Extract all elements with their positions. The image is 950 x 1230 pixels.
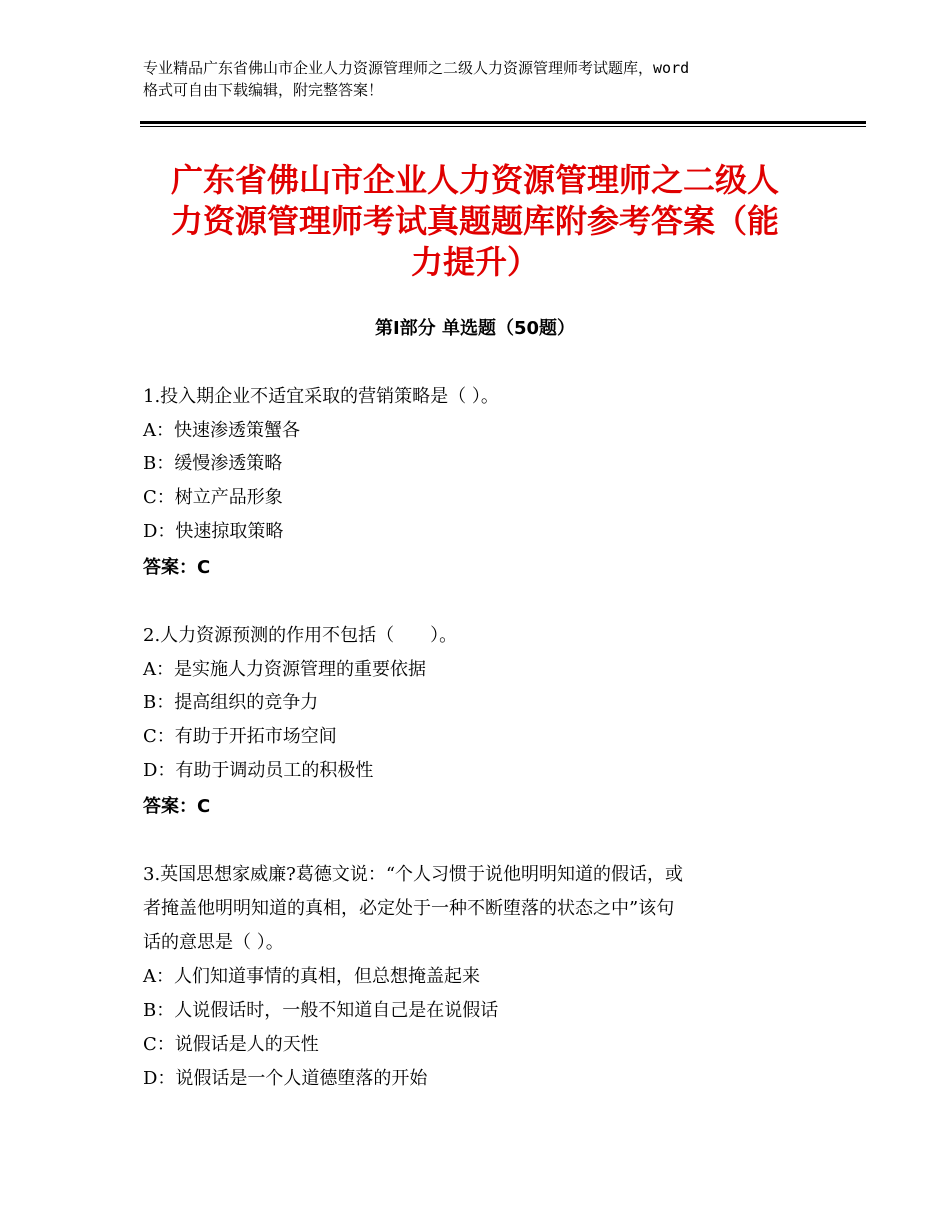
header-divider-thick [140, 121, 866, 124]
question-1-option-d: D：快速掠取策略 [143, 521, 284, 542]
question-3-stem-line-2: 者掩盖他明明知道的真相，必定处于一种不断堕落的状态之中”该句 [143, 898, 675, 919]
question-2-stem: 2.人力资源预测的作用不包括（ ）。 [143, 625, 458, 646]
question-2-option-c: C：有助于开拓市场空间 [143, 726, 337, 747]
document-title-line-1: 广东省佛山市企业人力资源管理师之二级人 [170, 161, 779, 199]
question-2-option-b: B：提高组织的竞争力 [143, 692, 319, 713]
question-1-stem: 1.投入期企业不适宜采取的营销策略是（ ）。 [143, 386, 499, 407]
question-3-option-c: C：说假话是人的天性 [143, 1034, 319, 1055]
question-2-option-d: D：有助于调动员工的积极性 [143, 760, 374, 781]
header-note-line-1: 专业精品广东省佛山市企业人力资源管理师之二级人力资源管理师考试题库，word [143, 59, 690, 77]
question-3-option-a: A：人们知道事情的真相，但总想掩盖起来 [143, 966, 480, 987]
header-note-line-2: 格式可自由下载编辑，附完整答案！ [143, 81, 384, 99]
document-title [140, 160, 810, 283]
question-1-option-a: A：快速渗透策蟹各 [143, 420, 300, 441]
question-3-stem-line-3: 话的意思是（ ）。 [143, 932, 284, 953]
question-2-option-a: A：是实施人力资源管理的重要依据 [143, 659, 426, 680]
question-3-stem-line-1: 3.英国思想家威廉?葛德文说：“个人习惯于说他明明知道的假话，或 [143, 864, 684, 885]
document-title-line-2: 力资源管理师考试真题题库附参考答案（能 [170, 202, 779, 240]
document-title-line-3: 力提升） [410, 243, 539, 281]
question-1-answer: 答案：C [143, 557, 211, 578]
question-3-option-d: D：说假话是一个人道德堕落的开始 [143, 1068, 428, 1089]
question-1-option-c: C：树立产品形象 [143, 487, 283, 508]
header-divider-thin [140, 126, 866, 127]
question-1-option-b: B：缓慢渗透策略 [143, 453, 283, 474]
section-heading: 第Ⅰ部分 单选题（50题） [374, 318, 575, 339]
header-note [143, 57, 823, 101]
question-2-answer: 答案：C [143, 796, 211, 817]
question-3-option-b: B：人说假话时，一般不知道自己是在说假话 [143, 1000, 499, 1021]
